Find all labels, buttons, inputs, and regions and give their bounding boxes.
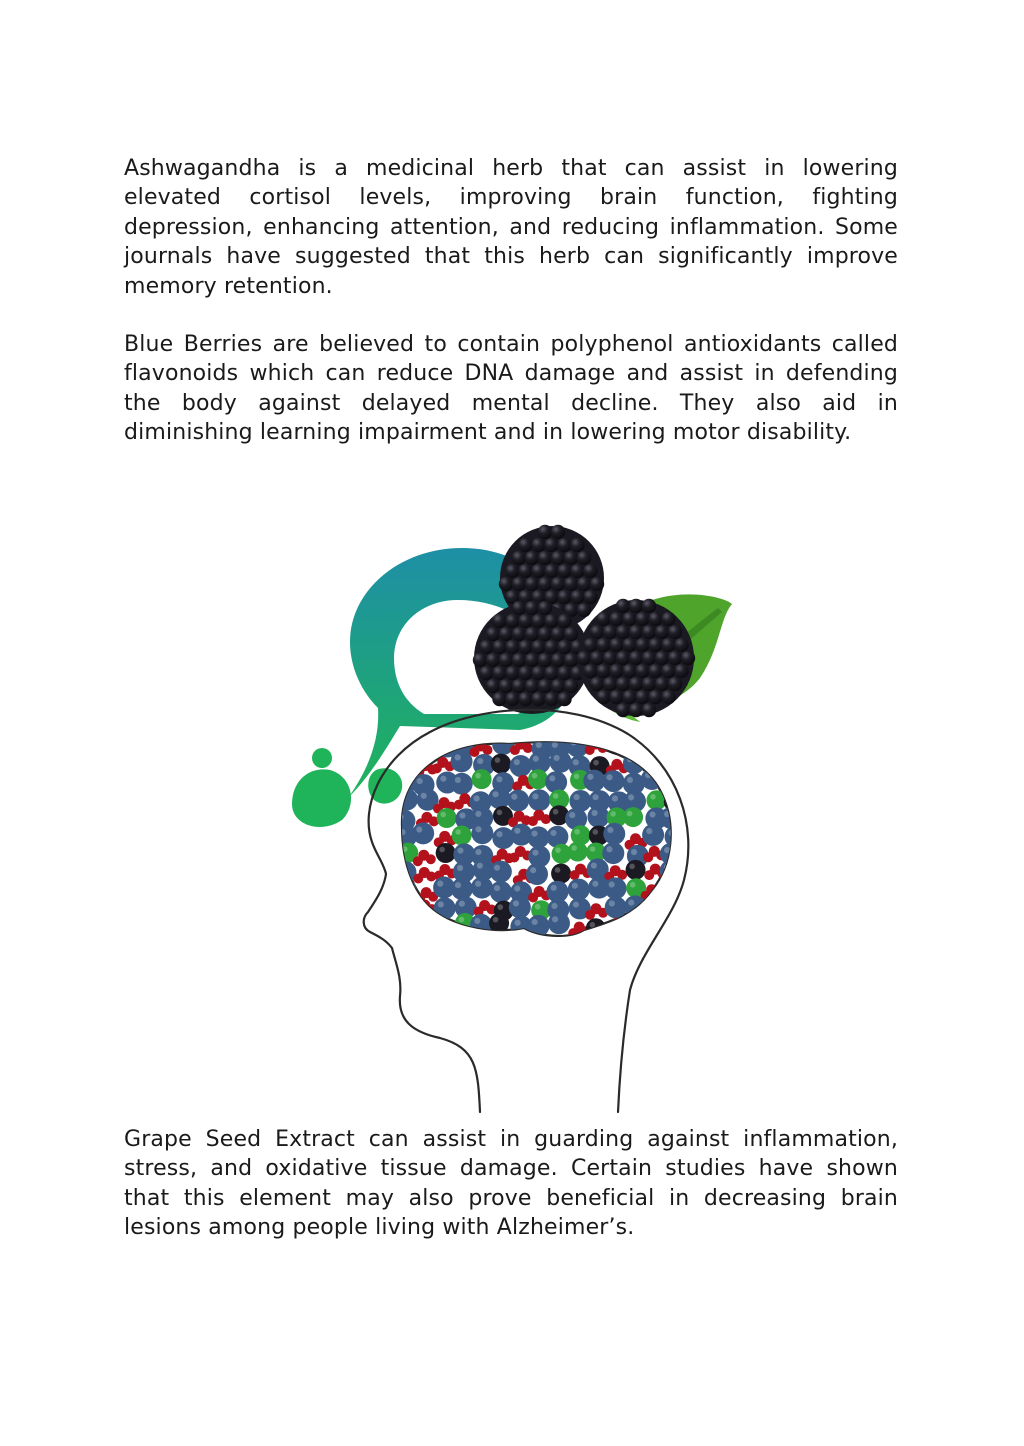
blackberry-icon bbox=[473, 525, 695, 717]
paragraph-ashwagandha: Ashwagandha is a medicinal herb that can assist in lowering elevated cortisol levels, improving brain function, fighting depression, enhancing attention, and reducing inflammation. Some journals have suggested that this herb can significantly improve memory retention. bbox=[124, 156, 898, 299]
paragraph-blue-berries: Blue Berries are believed to contain polyphenol antioxidants called flavonoids which can reduce DNA damage and assist in defending the body against delayed mental decline. They also aid in diminishing learning impairment and in lowering motor disability. bbox=[124, 332, 898, 446]
paragraph-grape-seed-extract: Grape Seed Extract can assist in guarding against inflammation, stress, and oxidative tissue damage. Certain studies have shown that this element may also prove beneficial in decreasing brain lesions among people living with Alzheimer’s. bbox=[124, 1127, 898, 1241]
brain-berries-illustration bbox=[280, 508, 750, 1118]
